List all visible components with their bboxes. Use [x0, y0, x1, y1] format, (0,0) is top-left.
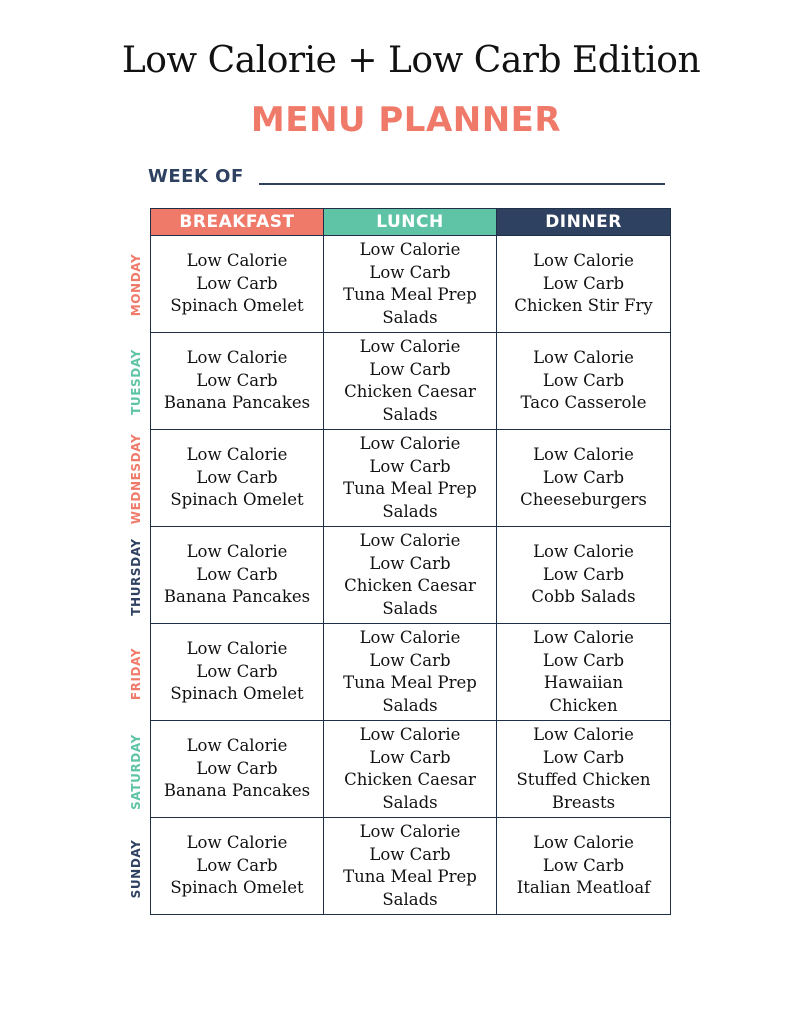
day-row-wednesday — [151, 430, 671, 527]
day-label-thursday — [122, 528, 150, 625]
meal-line: Spinach Omelet — [170, 296, 304, 316]
page-title: Low Calorie + Low Carb Edition — [121, 40, 701, 81]
meal-line: Low Carb — [196, 661, 278, 681]
meal-line: Low Calorie — [359, 822, 461, 841]
meal-line: Low Calorie — [533, 725, 634, 744]
meal-line: Chicken Caesar — [344, 576, 476, 595]
meal-line: Breasts — [551, 792, 616, 812]
meal-header-row — [151, 209, 671, 236]
meal-cell-breakfast[interactable] — [151, 527, 324, 624]
day-label-text: THURSDAY — [129, 537, 143, 616]
meal-line: Low Calorie — [533, 445, 634, 465]
week-of-blank-line[interactable] — [259, 183, 665, 185]
meal-cell-lunch[interactable] — [324, 236, 497, 333]
meal-line: Salads — [382, 598, 438, 618]
column-header-breakfast: BREAKFAST — [151, 209, 324, 236]
meal-line: Low Calorie — [359, 725, 461, 744]
meal-cell-dinner[interactable] — [497, 333, 671, 430]
day-label-text: SATURDAY — [129, 733, 143, 810]
day-label-text: FRIDAY — [129, 647, 143, 701]
day-label-tuesday — [122, 333, 150, 430]
meal-cell-lunch[interactable] — [324, 333, 497, 430]
meal-line: Salads — [382, 695, 438, 715]
meal-cell-lunch[interactable] — [324, 430, 497, 527]
meal-line: Low Calorie — [359, 240, 461, 259]
meal-line: Hawaiian — [543, 673, 624, 692]
meal-cell-breakfast[interactable] — [151, 624, 324, 721]
meal-line: Low Calorie — [186, 542, 288, 562]
meal-cell-dinner[interactable] — [497, 527, 671, 624]
meal-line: Low Calorie — [359, 434, 461, 453]
meal-line: Low Carb — [542, 855, 625, 875]
meal-line: Spinach Omelet — [170, 490, 304, 510]
meal-line: Cobb Salads — [531, 587, 636, 607]
meal-line: Banana Pancakes — [163, 781, 311, 801]
meal-line: Low Carb — [369, 359, 451, 379]
meal-line: Low Calorie — [533, 251, 634, 271]
day-row-tuesday — [151, 333, 671, 430]
meal-line: Spinach Omelet — [170, 878, 304, 898]
page-subtitle: MENU PLANNER — [250, 100, 562, 140]
column-header-dinner: DINNER — [497, 209, 671, 236]
meal-line: Low Calorie — [186, 251, 288, 271]
meal-line: Chicken Caesar — [344, 382, 476, 401]
column-header-lunch: LUNCH — [324, 209, 497, 236]
meal-line: Low Carb — [196, 855, 278, 875]
meal-cell-lunch[interactable] — [324, 818, 497, 915]
meal-line: Low Carb — [542, 747, 625, 767]
day-label-text: MONDAY — [129, 253, 143, 316]
meal-line: Banana Pancakes — [163, 393, 311, 413]
meal-cell-dinner[interactable] — [497, 624, 671, 721]
meal-line: Salads — [382, 404, 438, 424]
day-row-sunday — [151, 818, 671, 915]
meal-line: Cheeseburgers — [520, 490, 647, 510]
meal-line: Tuna Meal Prep — [343, 285, 477, 304]
meal-cell-breakfast[interactable] — [151, 430, 324, 527]
meal-cell-dinner[interactable] — [497, 721, 671, 818]
day-label-friday — [122, 626, 150, 723]
meal-line: Banana Pancakes — [163, 587, 311, 607]
meal-line: Low Calorie — [359, 337, 461, 356]
meal-line: Low Carb — [542, 370, 625, 390]
day-label-sunday — [122, 820, 150, 917]
day-label-monday — [122, 236, 150, 333]
meal-line: Low Carb — [542, 273, 625, 293]
meal-cell-breakfast[interactable] — [151, 721, 324, 818]
day-label-wednesday — [122, 431, 150, 528]
meal-line: Chicken Stir Fry — [514, 296, 653, 316]
meal-line: Salads — [382, 501, 438, 521]
meal-line: Stuffed Chicken — [516, 770, 651, 789]
meal-line: Low Carb — [369, 553, 451, 573]
day-row-monday — [151, 236, 671, 333]
menu-planner-table — [150, 208, 671, 915]
meal-line: Tuna Meal Prep — [343, 479, 477, 498]
meal-cell-dinner[interactable] — [497, 818, 671, 915]
meal-line: Taco Casserole — [520, 393, 647, 413]
meal-cell-lunch[interactable] — [324, 624, 497, 721]
meal-line: Low Calorie — [359, 531, 461, 550]
meal-cell-dinner[interactable] — [497, 430, 671, 527]
week-of-label: WEEK OF — [148, 166, 244, 187]
meal-cell-breakfast[interactable] — [151, 236, 324, 333]
day-label-text: TUESDAY — [129, 349, 143, 415]
meal-line: Italian Meatloaf — [516, 878, 651, 898]
meal-line: Low Carb — [542, 564, 625, 584]
meal-line: Low Calorie — [186, 736, 288, 756]
meal-cell-breakfast[interactable] — [151, 333, 324, 430]
day-label-saturday — [122, 723, 150, 820]
meal-line: Low Calorie — [186, 348, 288, 368]
meal-line: Spinach Omelet — [170, 684, 304, 704]
meal-cell-dinner[interactable] — [497, 236, 671, 333]
meal-line: Chicken — [549, 695, 618, 715]
meal-line: Tuna Meal Prep — [343, 673, 477, 692]
meal-line: Low Calorie — [533, 628, 634, 647]
meal-cell-breakfast[interactable] — [151, 818, 324, 915]
day-row-saturday — [151, 721, 671, 818]
meal-line: Low Carb — [196, 273, 278, 293]
meal-line: Low Carb — [542, 650, 625, 670]
meal-line: Low Carb — [369, 262, 451, 282]
day-row-friday — [151, 624, 671, 721]
meal-line: Low Carb — [369, 456, 451, 476]
meal-line: Low Carb — [196, 370, 278, 390]
meal-line: Low Carb — [196, 467, 278, 487]
week-of-row — [148, 166, 668, 190]
meal-cell-lunch[interactable] — [324, 527, 497, 624]
meal-line: Low Carb — [196, 758, 278, 778]
meal-line: Low Calorie — [533, 348, 634, 368]
meal-line: Low Calorie — [186, 639, 288, 659]
meal-line: Low Calorie — [533, 833, 634, 853]
meal-line: Low Calorie — [359, 628, 461, 647]
meal-line: Salads — [382, 792, 438, 812]
meal-line: Salads — [382, 889, 438, 909]
meal-line: Low Carb — [369, 650, 451, 670]
meal-line: Low Carb — [542, 467, 625, 487]
day-row-thursday — [151, 527, 671, 624]
meal-line: Low Carb — [369, 844, 451, 864]
meal-line: Low Carb — [196, 564, 278, 584]
meal-line: Low Calorie — [186, 445, 288, 465]
day-label-text: WEDNESDAY — [129, 434, 143, 525]
meal-cell-lunch[interactable] — [324, 721, 497, 818]
meal-line: Chicken Caesar — [344, 770, 476, 789]
day-label-text: SUNDAY — [129, 839, 143, 899]
meal-line: Low Calorie — [533, 542, 634, 562]
meal-line: Low Calorie — [186, 833, 288, 853]
meal-line: Salads — [382, 307, 438, 327]
meal-line: Tuna Meal Prep — [343, 867, 477, 886]
meal-line: Low Carb — [369, 747, 451, 767]
